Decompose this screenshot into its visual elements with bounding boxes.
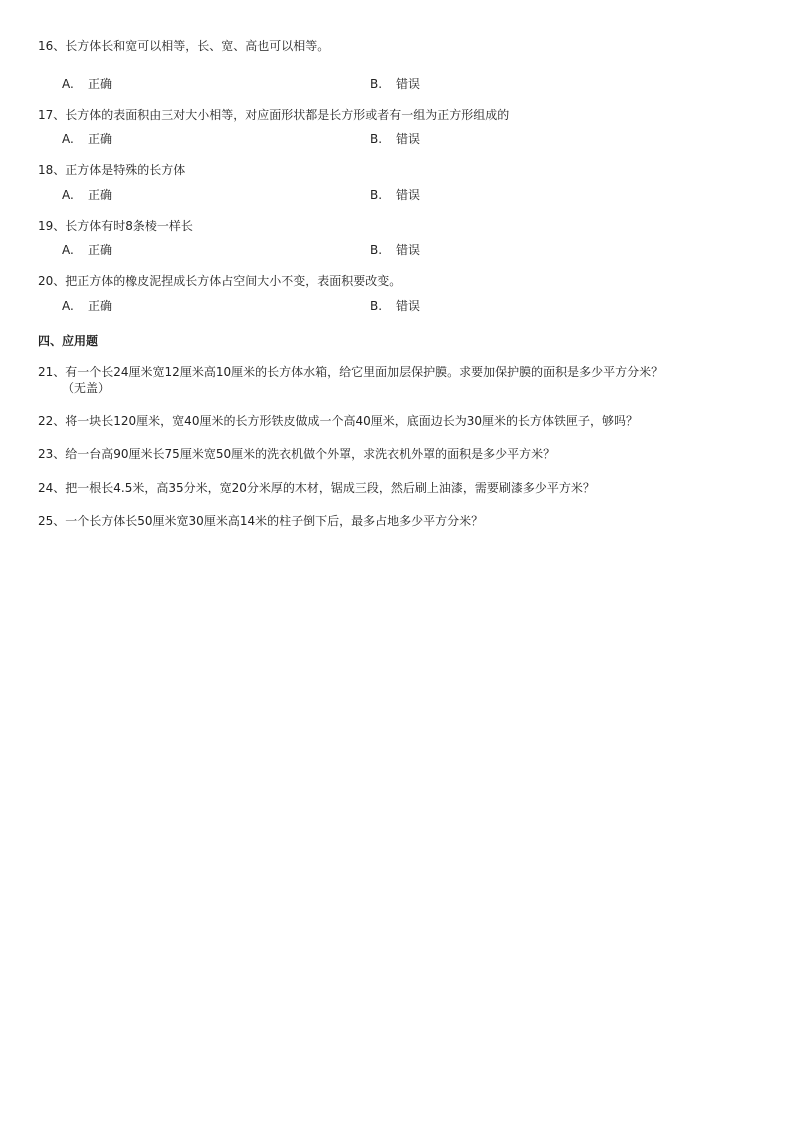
option-letter: A. bbox=[62, 132, 74, 146]
question-17-option-b[interactable] bbox=[370, 131, 420, 147]
question-21 bbox=[38, 364, 663, 380]
question-text: 给一台高90厘米长75厘米宽50厘米的洗衣机做个外罩，求洗衣机外罩的面积是多少平方米？ bbox=[65, 447, 556, 461]
question-text: 将一块长120厘米，宽40厘米的长方形铁皮做成一个高40厘米，底面边长为30厘米的长方体铁匣子，够吗？ bbox=[65, 414, 638, 428]
question-17 bbox=[38, 107, 509, 123]
question-24 bbox=[38, 480, 595, 496]
question-18 bbox=[38, 162, 185, 178]
option-letter: B. bbox=[370, 243, 383, 257]
option-text: 正确 bbox=[88, 299, 113, 313]
question-number: 20、 bbox=[38, 274, 66, 288]
question-22 bbox=[38, 413, 638, 429]
question-number: 25、 bbox=[38, 514, 66, 528]
question-16-option-a[interactable] bbox=[62, 76, 112, 92]
section-title: 四、应用题 bbox=[38, 334, 99, 348]
option-text: 正确 bbox=[88, 77, 113, 91]
question-number: 24、 bbox=[38, 481, 66, 495]
question-text: 长方体的表面积由三对大小相等，对应面形状都是长方形或者有一组为正方形组成的 bbox=[65, 108, 510, 122]
question-19-option-a[interactable] bbox=[62, 242, 112, 258]
question-19-option-b[interactable] bbox=[370, 242, 420, 258]
question-20-option-b[interactable] bbox=[370, 298, 420, 314]
option-text: 错误 bbox=[396, 188, 421, 202]
question-20-option-a[interactable] bbox=[62, 298, 112, 314]
question-17-option-a[interactable] bbox=[62, 131, 112, 147]
question-number: 19、 bbox=[38, 219, 66, 233]
question-21-continuation: （无盖） bbox=[62, 381, 111, 395]
option-letter: B. bbox=[370, 299, 383, 313]
question-text: 一个长方体长50厘米宽30厘米高14米的柱子倒下后，最多占地多少平方分米？ bbox=[65, 514, 484, 528]
question-23 bbox=[38, 446, 555, 462]
option-text: 错误 bbox=[396, 132, 421, 146]
question-16-option-b[interactable] bbox=[370, 76, 420, 92]
option-text: 错误 bbox=[396, 299, 421, 313]
question-text: 长方体有时8条棱一样长 bbox=[65, 219, 193, 233]
question-18-option-a[interactable] bbox=[62, 187, 112, 203]
question-19 bbox=[38, 218, 193, 234]
question-18-option-b[interactable] bbox=[370, 187, 420, 203]
question-16 bbox=[38, 38, 329, 54]
question-text: 把正方体的橡皮泥捏成长方体占空间大小不变，表面积要改变。 bbox=[65, 274, 402, 288]
option-letter: A. bbox=[62, 299, 74, 313]
question-number: 16、 bbox=[38, 39, 66, 53]
option-letter: B. bbox=[370, 188, 383, 202]
question-number: 17、 bbox=[38, 108, 66, 122]
question-number: 21、 bbox=[38, 365, 66, 379]
question-number: 18、 bbox=[38, 163, 66, 177]
question-text: 有一个长24厘米宽12厘米高10厘米的长方体水箱，给它里面加层保护膜。求要加保护膜的面积是多少平方分米？ bbox=[65, 365, 664, 379]
option-letter: A. bbox=[62, 77, 74, 91]
question-text: 长方体长和宽可以相等，长、宽、高也可以相等。 bbox=[65, 39, 330, 53]
option-text: 错误 bbox=[396, 243, 421, 257]
question-20 bbox=[38, 273, 401, 289]
question-text: 正方体是特殊的长方体 bbox=[65, 163, 186, 177]
question-number: 23、 bbox=[38, 447, 66, 461]
option-letter: A. bbox=[62, 243, 74, 257]
option-text: 错误 bbox=[396, 77, 421, 91]
option-letter: B. bbox=[370, 77, 383, 91]
option-text: 正确 bbox=[88, 132, 113, 146]
question-25 bbox=[38, 513, 483, 529]
option-letter: B. bbox=[370, 132, 383, 146]
question-number: 22、 bbox=[38, 414, 66, 428]
option-text: 正确 bbox=[88, 243, 113, 257]
option-text: 正确 bbox=[88, 188, 113, 202]
option-letter: A. bbox=[62, 188, 74, 202]
question-text: 把一根长4.5米，高35分米，宽20分米厚的木材，锯成三段，然后刷上油漆，需要刷漆多少平方米？ bbox=[65, 481, 595, 495]
